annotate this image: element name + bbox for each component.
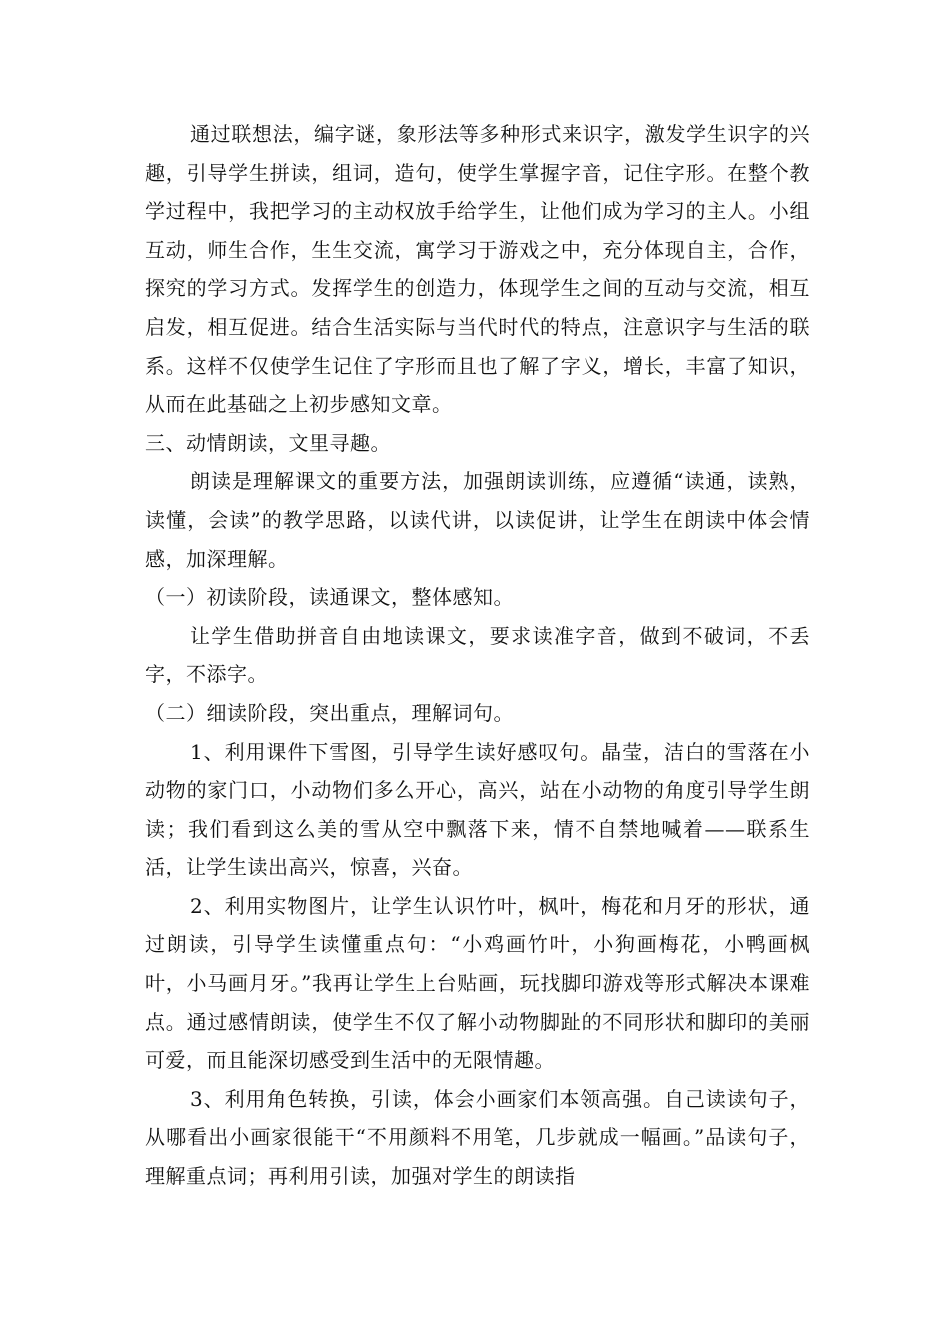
section-heading-reading: 三、动情朗读，文里寻趣。 xyxy=(145,430,391,455)
document-body xyxy=(145,115,810,1196)
subheading-first-reading: （一）初读阶段，读通课文，整体感知。 xyxy=(145,585,514,610)
paragraph-reading-intro: 朗读是理解课文的重要方法，加强朗读训练，应遵循“读通，读熟，读懂，会读”的教学思路，以读代讲，以读促讲，让学生在朗读中体会情感，加深理解。 xyxy=(145,469,810,571)
paragraph-point-1: 1、利用课件下雪图，引导学生读好感叹句。晶莹，洁白的雪落在小动物的家门口，小动物们多么开心，高兴，站在小动物的角度引导学生朗读；我们看到这么美的雪从空中飘落下来，情不自禁地喊着——联系生活，让学生读出高兴，惊喜，兴奋。 xyxy=(145,739,810,880)
subheading-close-reading: （二）细读阶段，突出重点，理解词句。 xyxy=(145,700,514,725)
paragraph-first-reading: 让学生借助拼音自由地读课文，要求读准字音，做到不破词，不丢字，不添字。 xyxy=(145,623,810,687)
paragraph-point-2: 2、利用实物图片，让学生认识竹叶，枫叶，梅花和月牙的形状，通过朗读，引导学生读懂重点句：“小鸡画竹叶，小狗画梅花，小鸭画枫叶，小马画月牙。”我再让学生上台贴画，玩找脚印游戏等形式解决本课难点。通过感情朗读，使学生不仅了解小动物脚趾的不同形状和脚印的美丽可爱，而且能深切感受到生活中的无限情趣。 xyxy=(145,893,810,1073)
paragraph-point-3: 3、利用角色转换，引读，体会小画家们本领高强。自己读读句子，从哪看出小画家很能干“不用颜料不用笔，几步就成一幅画。”品读句子，理解重点词；再利用引读，加强对学生的朗读指 xyxy=(145,1086,810,1189)
paragraph-literacy-methods: 通过联想法，编字谜，象形法等多种形式来识字，激发学生识字的兴趣，引导学生拼读，组词，造句，使学生掌握字音，记住字形。在整个教学过程中，我把学习的主动权放手给学生，让他们成为学习的主人。小组互动，师生合作，生生交流，寓学习于游戏之中，充分体现自主，合作，探究的学习方式。发挥学生的创造力，体现学生之间的互动与交流，相互启发，相互促进。结合生活实际与当代时代的特点，注意识字与生活的联系。这样不仅使学生记住了字形而且也了解了字义，增长，丰富了知识，从而在此基础之上初步感知文章。 xyxy=(145,122,810,417)
